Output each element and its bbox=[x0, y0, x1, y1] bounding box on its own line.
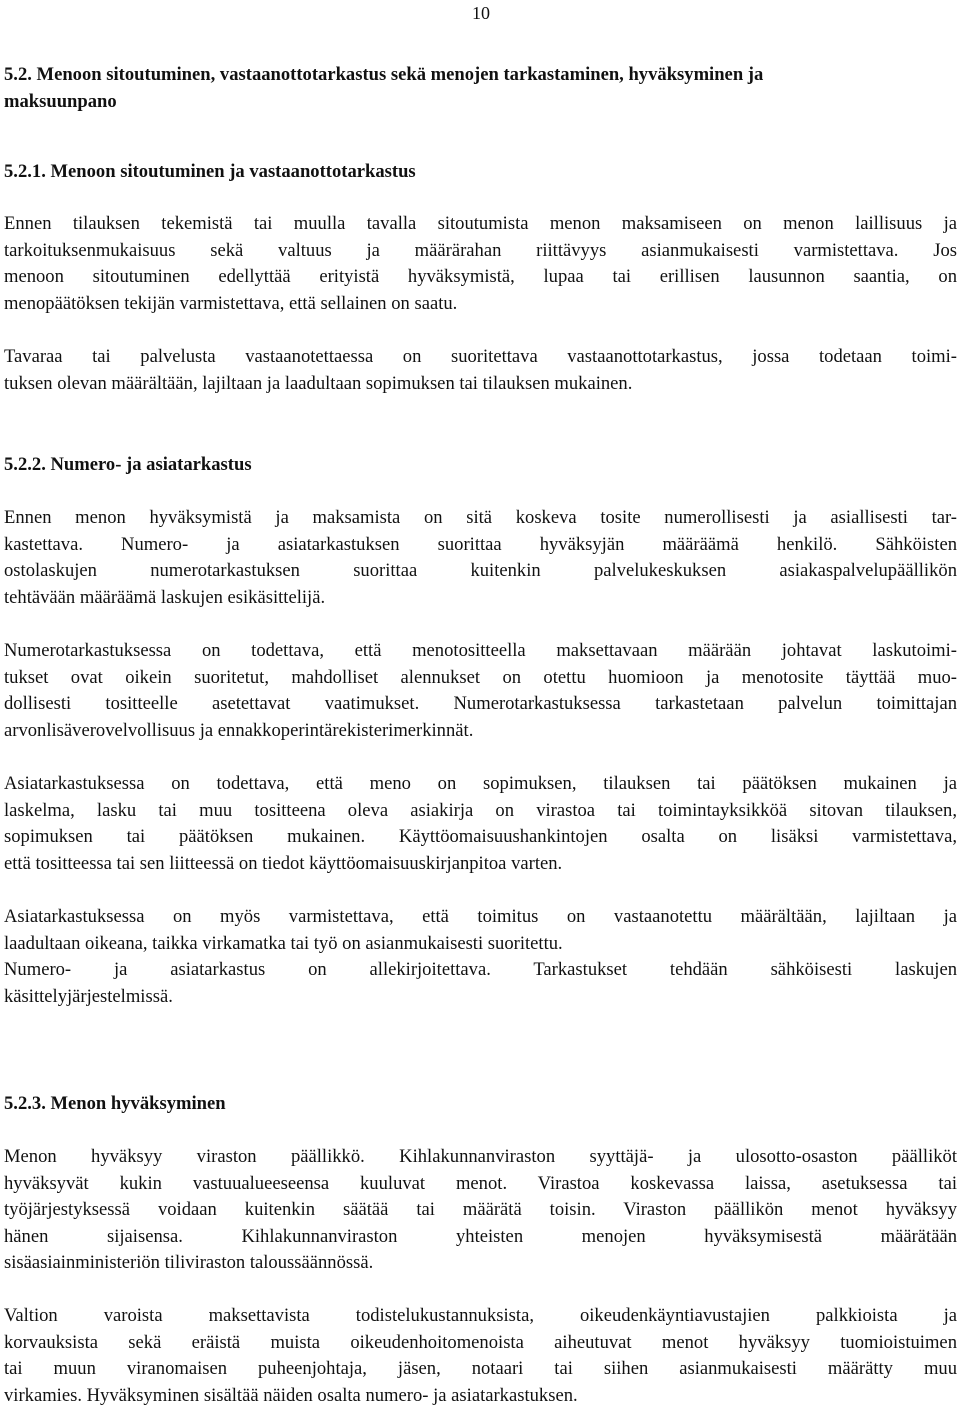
text-line: menoon sitoutuminen edellyttää erityistä hyväksymistä, lupaa tai erillisen lausunnon saantia, on bbox=[4, 266, 957, 287]
text-line: ostolaskujen numerotarkastuksen suorittaa kuitenkin palvelukeskuksen asiakaspalvelupäällikön bbox=[4, 560, 957, 581]
text-line: virkamies. Hyväksyminen sisältää näiden osalta numero- ja asiatarkastuksen. bbox=[4, 1384, 578, 1406]
text-line: Valtion varoista maksettavista todistelukustannuksista, oikeudenkäyntiavustajien palkkioista ja bbox=[4, 1305, 957, 1326]
section-heading-5-2-2 bbox=[4, 452, 957, 479]
text-line: hänen sijaisensa. Kihlakunnanviraston yhteisten menojen hyväksymisestä määrätään bbox=[4, 1225, 957, 1247]
text-line: Menon hyväksyy viraston päällikkö. Kihlakunnanviraston syyttäjä- ja ulosotto-osaston päälliköt bbox=[4, 1146, 957, 1167]
text-line: sisäasiainministeriön tiliviraston taloussäännössä. bbox=[4, 1252, 374, 1273]
paragraph-numeric-check bbox=[4, 638, 957, 744]
paragraph-numeric-check-intro bbox=[4, 505, 957, 611]
text-line: tai muun viranomaisen puheenjohtaja, jäsen, notaari tai siihen asianmukaisesti määrätty muu bbox=[4, 1358, 957, 1379]
text-line: Numerotarkastuksessa on todettava, että menotositteella maksettavaan määrään johtavat laskutoimi- bbox=[4, 640, 957, 661]
text-line: kastettava. Numero- ja asiatarkastuksen suorittaa hyväksyjän määräämä henkilö. Sähköisten bbox=[4, 533, 957, 555]
text-line: arvonlisäverovelvollisuus ja ennakkoperintärekisterimerkinnät. bbox=[4, 719, 474, 741]
text-line: Ennen menon hyväksymistä ja maksamista on sitä koskeva tosite numerollisesti ja asiallisesti tar- bbox=[4, 507, 957, 528]
text-line: tuksen olevan määrältään, lajiltaan ja laadultaan sopimuksen tai tilauksen mukainen. bbox=[4, 372, 633, 394]
text-line: työjärjestyksessä voidaan kuitenkin säätää tai määrätä toisin. Viraston päällikön menot hyväksyy bbox=[4, 1199, 957, 1220]
text-line: Numero- ja asiatarkastus on allekirjoitettava. Tarkastukset tehdään sähköisesti laskujen bbox=[4, 959, 957, 980]
text-line: että tositteessa tai sen liitteessä on tiedot käyttöomaisuuskirjanpitoa varten. bbox=[4, 852, 563, 874]
text-line: Tavaraa tai palvelusta vastaanotettaessa on suoritettava vastaanottotarkastus, jossa todetaan toimi- bbox=[4, 346, 957, 367]
text-line: tukset ovat oikein suoritetut, mahdolliset alennukset on otettu huomioon ja menotosite täyttää muo- bbox=[4, 666, 957, 688]
text-line: Asiatarkastuksessa on todettava, että meno on sopimuksen, tilauksen tai päätöksen mukainen ja bbox=[4, 773, 957, 794]
paragraph-receiving-inspection bbox=[4, 344, 957, 397]
paragraph-approval bbox=[4, 1144, 957, 1277]
text-line: Ennen tilauksen tekemistä tai muulla tavalla sitoutumista menon maksamiseen on menon laillisuus ja bbox=[4, 213, 957, 234]
section-heading-5-2-3 bbox=[4, 1091, 957, 1118]
heading-line: 5.2. Menoon sitoutuminen, vastaanottotarkastus sekä menojen tarkastaminen, hyväksyminen ja bbox=[4, 64, 764, 85]
heading-line: maksuunpano bbox=[4, 90, 117, 112]
heading-line: 5.2.1. Menoon sitoutuminen ja vastaanottotarkastus bbox=[4, 161, 416, 182]
text-line: tarkoituksenmukaisuus sekä valtuus ja määrärahan riittävyys asianmukaisesti varmistettava. Jos bbox=[4, 239, 957, 261]
text-line: Asiatarkastuksessa on myös varmistettava, että toimitus on vastaanotettu määrältään, lajiltaan ja bbox=[4, 906, 957, 927]
text-line: käsittelyjärjestelmissä. bbox=[4, 985, 173, 1007]
text-line: dollisesti tositteelle asetettavat vaatimukset. Numerotarkastuksessa tarkastetaan palvelun toimittajan bbox=[4, 693, 957, 714]
paragraph-factual-check bbox=[4, 771, 957, 877]
page-number: 10 bbox=[472, 3, 490, 23]
text-line: korvauksista sekä eräistä muista oikeudenhoitomenoista aiheutuvat menot hyväksyy tuomioistuimen bbox=[4, 1331, 957, 1353]
text-line: tehtävään määräämä laskujen esikäsittelijä. bbox=[4, 586, 326, 608]
text-line: laskelma, lasku tai muu tositteena oleva asiakirja on virastoa tai toimintayksikköä sitovan tilauksen, bbox=[4, 799, 957, 821]
heading-line: 5.2.3. Menon hyväksyminen bbox=[4, 1093, 226, 1114]
paragraph-commitment bbox=[4, 211, 957, 317]
text-line: sopimuksen tai päätöksen mukainen. Käyttöomaisuushankintojen osalta on lisäksi varmistettava, bbox=[4, 826, 957, 847]
paragraph-signing bbox=[4, 957, 957, 1010]
heading-line: 5.2.2. Numero- ja asiatarkastus bbox=[4, 454, 252, 475]
text-line: hyväksyvät kukin vastuualueeseensa kuuluvat menot. Virastoa koskevassa laissa, asetuksessa tai bbox=[4, 1172, 957, 1194]
text-line: laadultaan oikeana, taikka virkamatka tai työ on asianmukaisesti suoritettu. bbox=[4, 932, 563, 954]
paragraph-delivery-check bbox=[4, 904, 957, 957]
section-heading-5-2 bbox=[4, 62, 957, 115]
section-heading-5-2-1 bbox=[4, 159, 957, 186]
paragraph-court-costs bbox=[4, 1303, 957, 1409]
text-line: menopäätöksen tekijän varmistettava, että sellainen on saatu. bbox=[4, 292, 458, 314]
